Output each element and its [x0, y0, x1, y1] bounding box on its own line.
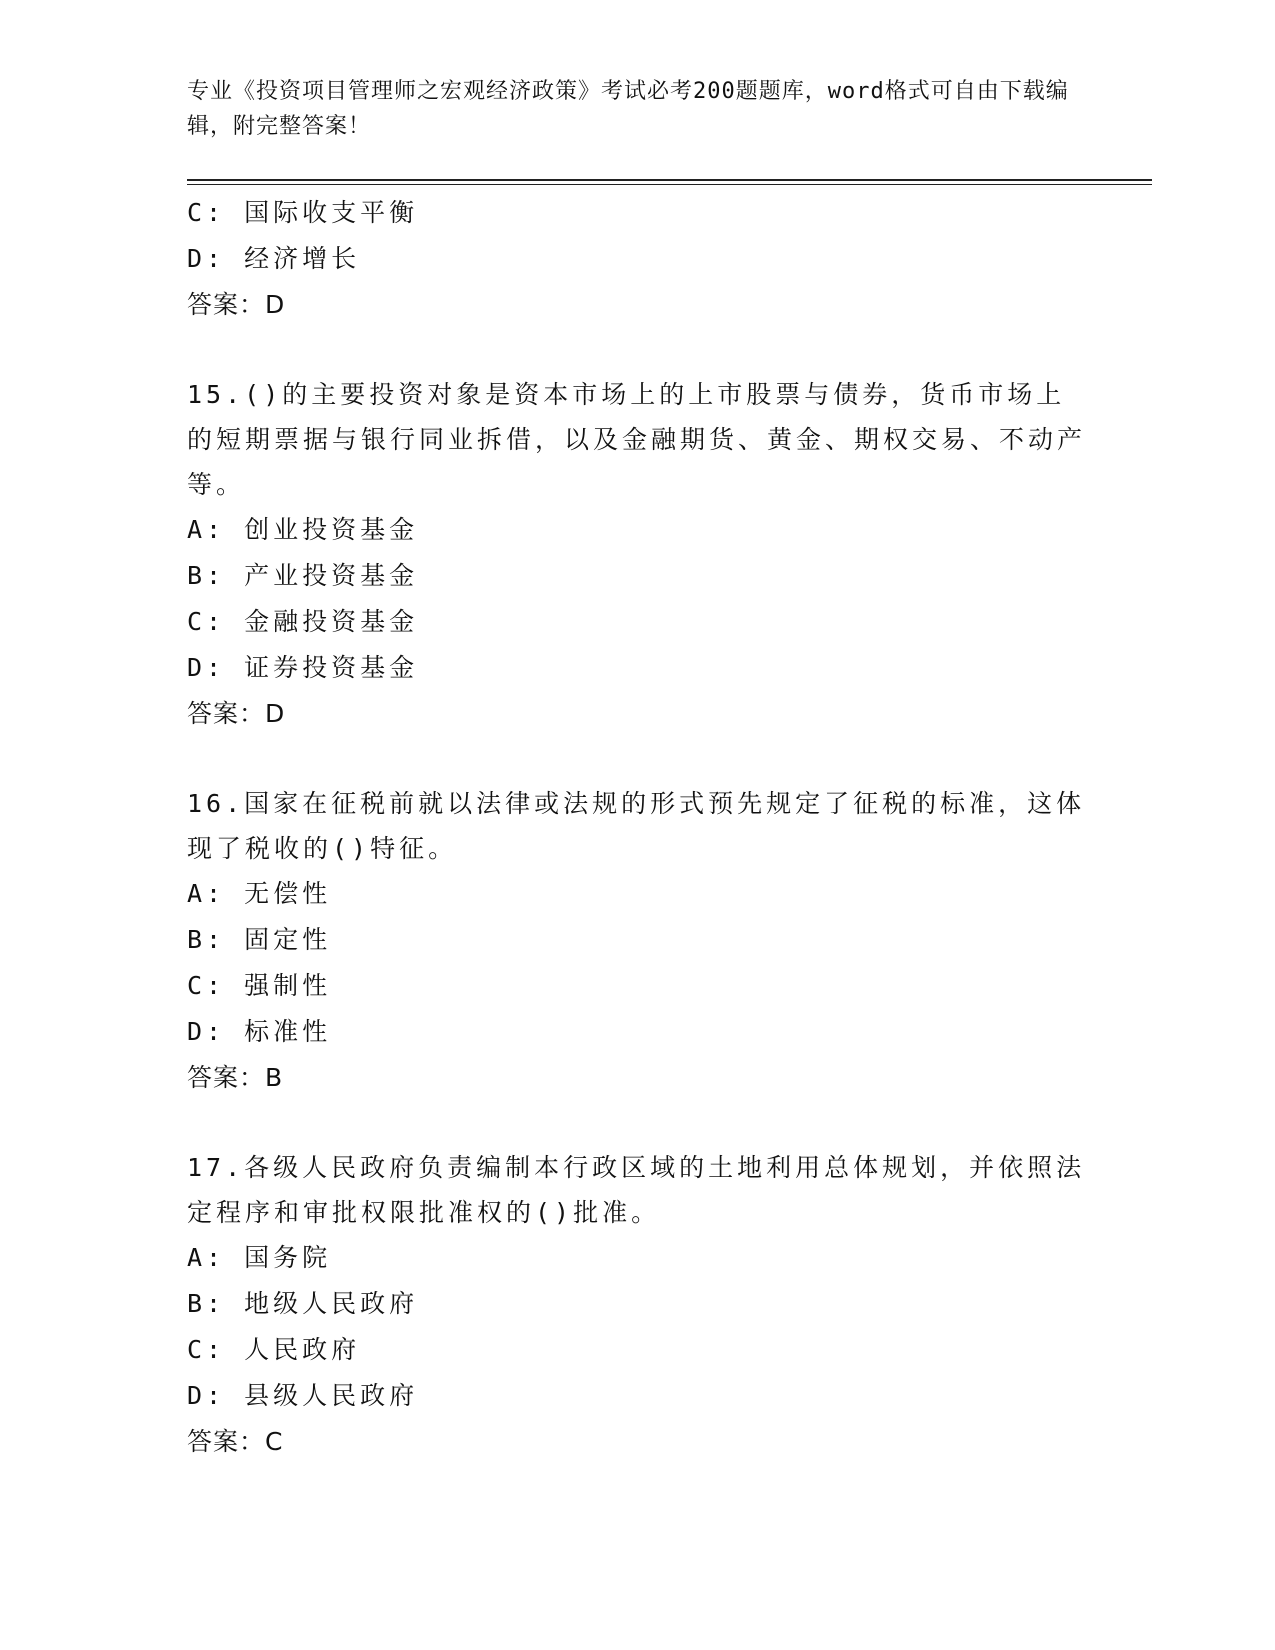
header-divider [187, 179, 1152, 181]
option-c: C: 金融投资基金 [187, 607, 419, 636]
question-fragment [187, 190, 1087, 328]
option-d: D: 经济增长 [187, 244, 361, 273]
option-c: C: 人民政府 [187, 1335, 361, 1364]
header-divider-thin [187, 184, 1152, 185]
option-c: C: 强制性 [187, 971, 332, 1000]
question-text: 15.()的主要投资对象是资本市场上的上市股票与债券，货币市场上的短期票据与银行同业拆借，以及金融期货、黄金、期权交易、不动产等。 [187, 380, 1087, 499]
option-a: A: 国务院 [187, 1243, 332, 1272]
question-16 [187, 781, 1087, 1101]
header-title: 专业《投资项目管理师之宏观经济政策》考试必考200题题库，word格式可自由下载编辑，附完整答案！ [187, 79, 1069, 139]
option-b: B: 固定性 [187, 925, 332, 954]
answer: 答案：C [187, 1427, 284, 1456]
answer: 答案：D [187, 290, 286, 319]
option-d: D: 标准性 [187, 1017, 332, 1046]
document-header [187, 74, 1087, 144]
option-d: D: 证券投资基金 [187, 653, 419, 682]
option-a: A: 无偿性 [187, 879, 332, 908]
answer: 答案：D [187, 699, 286, 728]
option-b: B: 地级人民政府 [187, 1289, 419, 1318]
option-a: A: 创业投资基金 [187, 515, 419, 544]
question-17 [187, 1145, 1087, 1465]
question-15 [187, 372, 1087, 737]
option-b: B: 产业投资基金 [187, 561, 419, 590]
question-list [187, 190, 1087, 1465]
option-c: C: 国际收支平衡 [187, 198, 419, 227]
option-d: D: 县级人民政府 [187, 1381, 419, 1410]
question-text: 16.国家在征税前就以法律或法规的形式预先规定了征税的标准，这体现了税收的()特征。 [187, 789, 1086, 863]
question-text: 17.各级人民政府负责编制本行政区域的土地利用总体规划，并依照法定程序和审批权限批准权的()批准。 [187, 1153, 1086, 1227]
answer: 答案：B [187, 1063, 284, 1092]
